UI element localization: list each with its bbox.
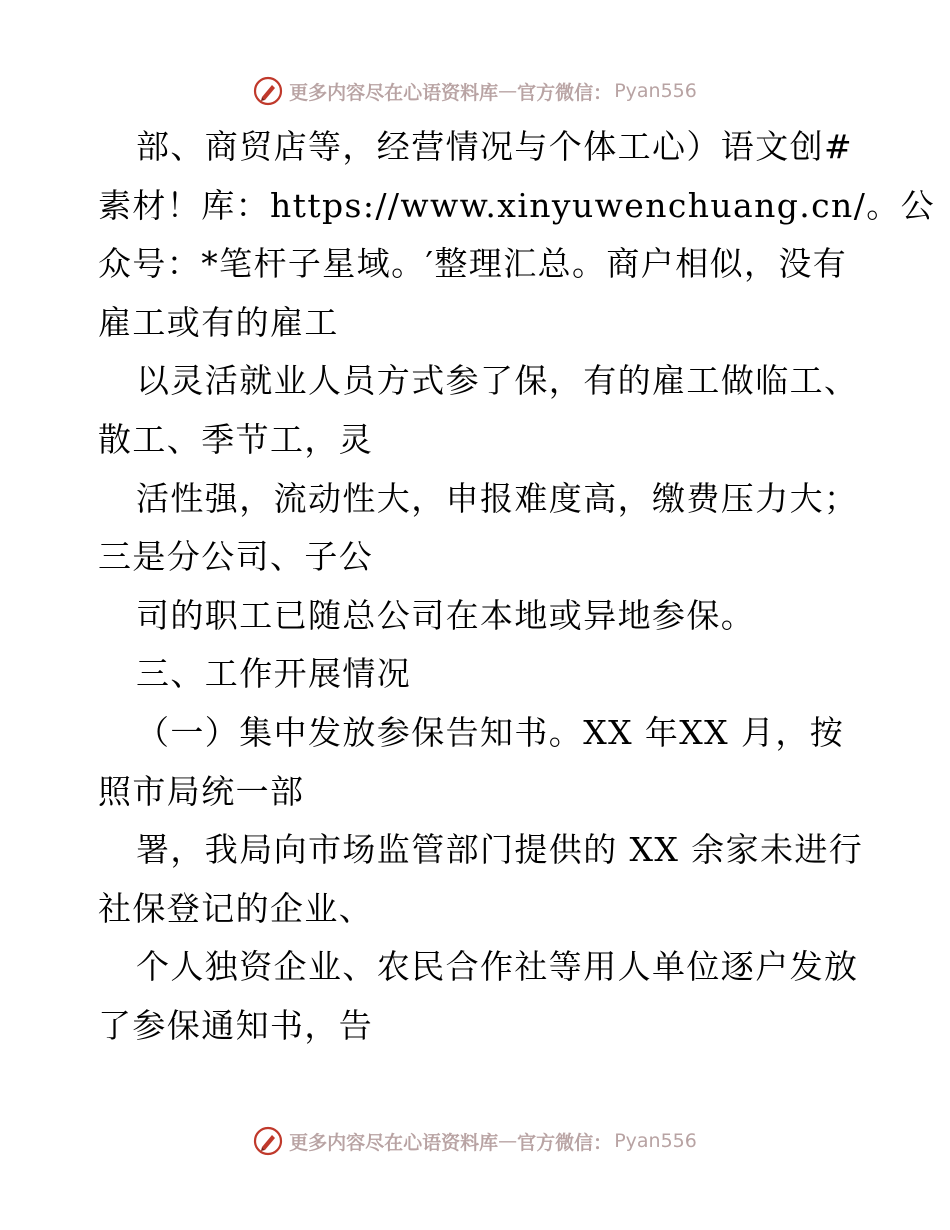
text-line: （一）集中发放参保告知书。XX 年XX 月，按 bbox=[136, 712, 845, 752]
watermark-wechat-label: 官方微信： bbox=[517, 1131, 613, 1154]
watermark-wechat-label: 官方微信： bbox=[517, 81, 613, 104]
text-line: 雇工或有的雇工 bbox=[98, 302, 339, 342]
text-line: 众号：*笔杆子星域。′整理汇总。商户相似，没有 bbox=[98, 244, 848, 284]
text-line: 了参保通知书，告 bbox=[98, 1005, 374, 1045]
watermark-title: 更多内容尽在心语资料库 bbox=[289, 1131, 499, 1154]
text-line: 三是分公司、子公 bbox=[98, 537, 374, 577]
section-heading: 三、工作开展情况 bbox=[136, 654, 412, 694]
footer-watermark bbox=[0, 1121, 950, 1161]
watermark-title: 更多内容尽在心语资料库 bbox=[289, 81, 499, 104]
watermark-wechat-id: Pyan556 bbox=[614, 1130, 697, 1152]
text-line: 署，我局向市场监管部门提供的 XX 余家未进行 bbox=[136, 830, 864, 870]
text-line: 活性强，流动性大，申报难度高，缴费压力大； bbox=[136, 478, 859, 518]
text-line: 社保登记的企业、 bbox=[98, 888, 374, 928]
text-line: 散工、季节工，灵 bbox=[98, 419, 374, 459]
pen-logo-icon bbox=[253, 76, 283, 106]
document-body bbox=[98, 118, 936, 1056]
text-line: 以灵活就业人员方式参了保，有的雇工做临工、 bbox=[136, 361, 859, 401]
text-line: 司的职工已随总公司在本地或异地参保。 bbox=[136, 595, 756, 635]
watermark-wechat-id: Pyan556 bbox=[614, 80, 697, 102]
watermark-dash: — bbox=[498, 80, 518, 102]
watermark-dash: — bbox=[498, 1130, 518, 1152]
text-line: 个人独资企业、农民合作社等用人单位逐户发放 bbox=[136, 947, 859, 987]
text-line: 素材！库：https://www.xinyuwenchuang.cn/。公 bbox=[98, 185, 936, 225]
header-watermark bbox=[0, 71, 950, 111]
pen-logo-icon bbox=[253, 1126, 283, 1156]
text-line: 照市局统一部 bbox=[98, 771, 305, 811]
text-line: 部、商贸店等，经营情况与个体工心）语文创# bbox=[136, 127, 854, 166]
